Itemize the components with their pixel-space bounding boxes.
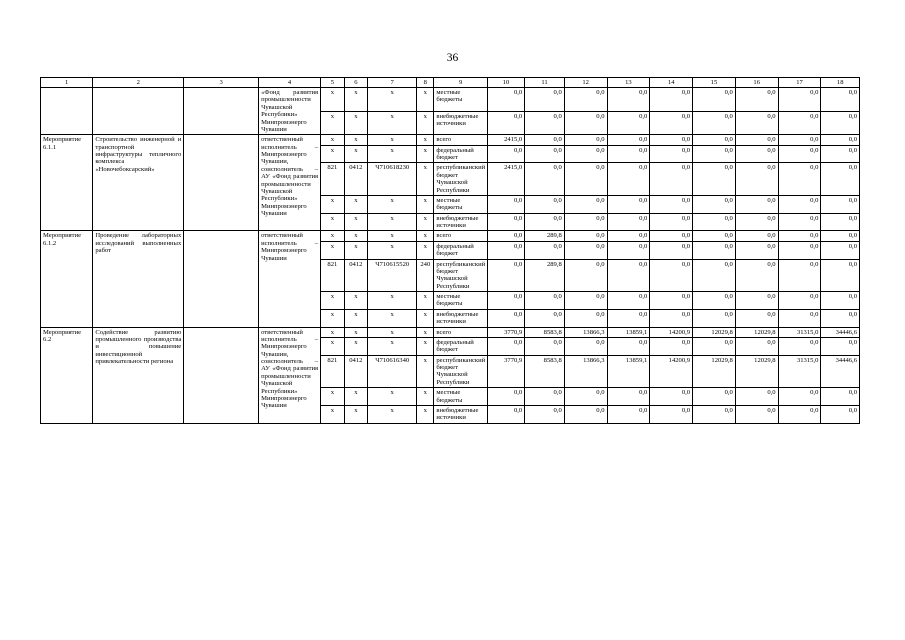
year-value-cell: 0,0 bbox=[735, 309, 778, 327]
column-number-18: 18 bbox=[821, 78, 860, 88]
section-code-cell: х bbox=[344, 327, 368, 337]
year-value-cell: 0,0 bbox=[525, 241, 565, 259]
year-value-cell: 13866,3 bbox=[564, 355, 607, 388]
column-number-11: 11 bbox=[525, 78, 565, 88]
year-value-cell: 0,0 bbox=[693, 337, 736, 355]
year-value-cell: 2415,0 bbox=[487, 163, 524, 196]
measure-name-cell: Строительство инженерной и транспортной инфраструктуры тепличного комплекса «Новочебоксарский» bbox=[93, 135, 184, 231]
section-code-cell: 0412 bbox=[344, 355, 368, 388]
year-value-cell: 289,8 bbox=[525, 231, 565, 241]
year-value-cell: 0,0 bbox=[607, 309, 650, 327]
year-value-cell: 0,0 bbox=[525, 405, 565, 423]
year-value-cell: 0,0 bbox=[735, 231, 778, 241]
year-value-cell: 14200,9 bbox=[650, 355, 693, 388]
funding-source-cell: федеральный бюджет bbox=[434, 145, 487, 163]
year-value-cell: 0,0 bbox=[487, 145, 524, 163]
year-value-cell: 0,0 bbox=[525, 163, 565, 196]
year-value-cell: 0,0 bbox=[693, 111, 736, 135]
year-value-cell: 0,0 bbox=[778, 163, 821, 196]
year-value-cell: 0,0 bbox=[821, 337, 860, 355]
expense-type-cell: х bbox=[417, 337, 434, 355]
year-value-cell: 0,0 bbox=[650, 388, 693, 406]
executor-cell: «Фонд развития промышленности Чувашской Республики» Минпромэнерго Чувашии bbox=[259, 88, 321, 135]
year-value-cell: 0,0 bbox=[693, 195, 736, 213]
measure-name-cell bbox=[93, 88, 184, 135]
funding-source-cell: местные бюджеты bbox=[434, 195, 487, 213]
funding-source-cell: федеральный бюджет bbox=[434, 241, 487, 259]
year-value-cell: 0,0 bbox=[693, 241, 736, 259]
year-value-cell: 0,0 bbox=[735, 241, 778, 259]
year-value-cell: 0,0 bbox=[693, 309, 736, 327]
year-value-cell: 0,0 bbox=[564, 388, 607, 406]
column-number-1: 1 bbox=[41, 78, 93, 88]
participant-cell bbox=[184, 135, 259, 231]
funding-source-cell: всего bbox=[434, 135, 487, 145]
column-number-16: 16 bbox=[735, 78, 778, 88]
year-value-cell: 0,0 bbox=[564, 163, 607, 196]
year-value-cell: 8583,8 bbox=[525, 327, 565, 337]
target-article-cell: Ч710615520 bbox=[368, 259, 417, 292]
year-value-cell: 0,0 bbox=[693, 231, 736, 241]
year-value-cell: 0,0 bbox=[735, 292, 778, 310]
section-code-cell: х bbox=[344, 135, 368, 145]
year-value-cell: 0,0 bbox=[607, 145, 650, 163]
year-value-cell: 0,0 bbox=[564, 292, 607, 310]
year-value-cell: 0,0 bbox=[778, 145, 821, 163]
section-code-cell: х bbox=[344, 231, 368, 241]
target-article-cell: Ч710616340 bbox=[368, 355, 417, 388]
expense-type-cell: х bbox=[417, 213, 434, 231]
expense-type-cell: х bbox=[417, 231, 434, 241]
target-article-cell: х bbox=[368, 111, 417, 135]
grbs-code-cell: х bbox=[321, 195, 345, 213]
year-value-cell: 0,0 bbox=[778, 195, 821, 213]
funding-source-cell: местные бюджеты bbox=[434, 292, 487, 310]
year-value-cell: 0,0 bbox=[607, 88, 650, 112]
section-code-cell: х bbox=[344, 388, 368, 406]
year-value-cell: 0,0 bbox=[693, 88, 736, 112]
year-value-cell: 0,0 bbox=[525, 88, 565, 112]
section-code-cell: х bbox=[344, 405, 368, 423]
column-number-6: 6 bbox=[344, 78, 368, 88]
year-value-cell: 0,0 bbox=[693, 292, 736, 310]
year-value-cell: 13859,1 bbox=[607, 355, 650, 388]
year-value-cell: 0,0 bbox=[821, 213, 860, 231]
section-code-cell: х bbox=[344, 213, 368, 231]
target-article-cell: х bbox=[368, 388, 417, 406]
target-article-cell: х bbox=[368, 135, 417, 145]
year-value-cell: 0,0 bbox=[650, 88, 693, 112]
expense-type-cell: х bbox=[417, 327, 434, 337]
year-value-cell: 0,0 bbox=[778, 88, 821, 112]
year-value-cell: 31315,0 bbox=[778, 327, 821, 337]
year-value-cell: 0,0 bbox=[650, 163, 693, 196]
year-value-cell: 34446,6 bbox=[821, 327, 860, 337]
funding-source-cell: республиканский бюджет Чувашской Республики bbox=[434, 355, 487, 388]
year-value-cell: 0,0 bbox=[607, 163, 650, 196]
year-value-cell: 12029,8 bbox=[735, 355, 778, 388]
column-number-2: 2 bbox=[93, 78, 184, 88]
funding-source-cell: республиканский бюджет Чувашской Республики bbox=[434, 163, 487, 196]
year-value-cell: 0,0 bbox=[564, 145, 607, 163]
target-article-cell: х bbox=[368, 405, 417, 423]
grbs-code-cell: х bbox=[321, 241, 345, 259]
section-code-cell: х bbox=[344, 88, 368, 112]
participant-cell bbox=[184, 88, 259, 135]
funding-source-cell: внебюджетные источники bbox=[434, 213, 487, 231]
year-value-cell: 0,0 bbox=[693, 405, 736, 423]
year-value-cell: 0,0 bbox=[650, 292, 693, 310]
year-value-cell: 0,0 bbox=[564, 309, 607, 327]
year-value-cell: 0,0 bbox=[564, 213, 607, 231]
grbs-code-cell: 821 bbox=[321, 355, 345, 388]
year-value-cell: 0,0 bbox=[607, 195, 650, 213]
participant-cell bbox=[184, 231, 259, 327]
grbs-code-cell: х bbox=[321, 231, 345, 241]
grbs-code-cell: х bbox=[321, 388, 345, 406]
grbs-code-cell: х bbox=[321, 292, 345, 310]
executor-cell: ответственный исполнитель – Минпромэнерго Чувашии bbox=[259, 231, 321, 327]
target-article-cell: х bbox=[368, 213, 417, 231]
expense-type-cell: х bbox=[417, 292, 434, 310]
year-value-cell: 0,0 bbox=[735, 259, 778, 292]
table-row bbox=[41, 327, 860, 337]
budget-table bbox=[40, 77, 860, 424]
funding-source-cell: всего bbox=[434, 327, 487, 337]
year-value-cell: 0,0 bbox=[525, 195, 565, 213]
year-value-cell: 0,0 bbox=[735, 195, 778, 213]
year-value-cell: 0,0 bbox=[525, 388, 565, 406]
year-value-cell: 12029,8 bbox=[693, 327, 736, 337]
section-code-cell: х bbox=[344, 309, 368, 327]
year-value-cell: 0,0 bbox=[607, 241, 650, 259]
year-value-cell: 0,0 bbox=[821, 292, 860, 310]
table-row bbox=[41, 135, 860, 145]
year-value-cell: 0,0 bbox=[607, 259, 650, 292]
year-value-cell: 0,0 bbox=[564, 231, 607, 241]
participant-cell bbox=[184, 327, 259, 423]
year-value-cell: 8583,8 bbox=[525, 355, 565, 388]
table-row bbox=[41, 88, 860, 112]
funding-source-cell: местные бюджеты bbox=[434, 88, 487, 112]
grbs-code-cell: х bbox=[321, 145, 345, 163]
grbs-code-cell: х bbox=[321, 213, 345, 231]
year-value-cell: 0,0 bbox=[487, 195, 524, 213]
year-value-cell: 0,0 bbox=[564, 337, 607, 355]
year-value-cell: 12029,8 bbox=[693, 355, 736, 388]
year-value-cell: 0,0 bbox=[821, 145, 860, 163]
year-value-cell: 0,0 bbox=[607, 292, 650, 310]
grbs-code-cell: х bbox=[321, 309, 345, 327]
year-value-cell: 0,0 bbox=[650, 231, 693, 241]
year-value-cell: 0,0 bbox=[821, 388, 860, 406]
year-value-cell: 0,0 bbox=[487, 88, 524, 112]
year-value-cell: 0,0 bbox=[525, 213, 565, 231]
column-number-10: 10 bbox=[487, 78, 524, 88]
section-code-cell: 0412 bbox=[344, 259, 368, 292]
section-code-cell: х bbox=[344, 241, 368, 259]
year-value-cell: 0,0 bbox=[650, 195, 693, 213]
funding-source-cell: федеральный бюджет bbox=[434, 337, 487, 355]
year-value-cell: 0,0 bbox=[735, 88, 778, 112]
year-value-cell: 0,0 bbox=[487, 388, 524, 406]
year-value-cell: 0,0 bbox=[735, 111, 778, 135]
year-value-cell: 0,0 bbox=[735, 163, 778, 196]
year-value-cell: 3770,9 bbox=[487, 355, 524, 388]
expense-type-cell: х bbox=[417, 163, 434, 196]
expense-type-cell: х bbox=[417, 195, 434, 213]
year-value-cell: 0,0 bbox=[487, 292, 524, 310]
expense-type-cell: х bbox=[417, 241, 434, 259]
year-value-cell: 0,0 bbox=[693, 388, 736, 406]
expense-type-cell: х bbox=[417, 309, 434, 327]
year-value-cell: 0,0 bbox=[564, 88, 607, 112]
grbs-code-cell: 821 bbox=[321, 163, 345, 196]
year-value-cell: 0,0 bbox=[693, 163, 736, 196]
target-article-cell: х bbox=[368, 241, 417, 259]
year-value-cell: 0,0 bbox=[821, 195, 860, 213]
column-number-row bbox=[41, 78, 860, 88]
year-value-cell: 0,0 bbox=[607, 213, 650, 231]
table-body bbox=[41, 78, 860, 424]
year-value-cell: 0,0 bbox=[778, 213, 821, 231]
year-value-cell: 0,0 bbox=[607, 388, 650, 406]
year-value-cell: 0,0 bbox=[487, 241, 524, 259]
year-value-cell: 3770,9 bbox=[487, 327, 524, 337]
expense-type-cell: х bbox=[417, 111, 434, 135]
year-value-cell: 31315,0 bbox=[778, 355, 821, 388]
section-code-cell: х bbox=[344, 337, 368, 355]
funding-source-cell: внебюджетные источники bbox=[434, 111, 487, 135]
grbs-code-cell: х bbox=[321, 111, 345, 135]
year-value-cell: 0,0 bbox=[650, 241, 693, 259]
grbs-code-cell: х bbox=[321, 88, 345, 112]
year-value-cell: 289,8 bbox=[525, 259, 565, 292]
year-value-cell: 0,0 bbox=[525, 111, 565, 135]
year-value-cell: 0,0 bbox=[525, 292, 565, 310]
year-value-cell: 0,0 bbox=[650, 213, 693, 231]
expense-type-cell: х bbox=[417, 135, 434, 145]
funding-source-cell: местные бюджеты bbox=[434, 388, 487, 406]
year-value-cell: 0,0 bbox=[564, 259, 607, 292]
year-value-cell: 12029,8 bbox=[735, 327, 778, 337]
measure-name-cell: Проведение лабораторных исследований выполненных работ bbox=[93, 231, 184, 327]
year-value-cell: 0,0 bbox=[564, 241, 607, 259]
year-value-cell: 0,0 bbox=[735, 337, 778, 355]
year-value-cell: 0,0 bbox=[564, 135, 607, 145]
funding-source-cell: всего bbox=[434, 231, 487, 241]
year-value-cell: 0,0 bbox=[525, 309, 565, 327]
section-code-cell: х bbox=[344, 292, 368, 310]
year-value-cell: 0,0 bbox=[650, 135, 693, 145]
grbs-code-cell: х bbox=[321, 327, 345, 337]
expense-type-cell: х bbox=[417, 388, 434, 406]
year-value-cell: 0,0 bbox=[735, 135, 778, 145]
column-number-15: 15 bbox=[693, 78, 736, 88]
year-value-cell: 0,0 bbox=[821, 405, 860, 423]
year-value-cell: 0,0 bbox=[821, 231, 860, 241]
year-value-cell: 0,0 bbox=[778, 135, 821, 145]
section-code-cell: х bbox=[344, 111, 368, 135]
column-number-13: 13 bbox=[607, 78, 650, 88]
funding-source-cell: внебюджетные источники bbox=[434, 309, 487, 327]
year-value-cell: 0,0 bbox=[525, 337, 565, 355]
year-value-cell: 0,0 bbox=[487, 309, 524, 327]
year-value-cell: 0,0 bbox=[735, 213, 778, 231]
year-value-cell: 13859,1 bbox=[607, 327, 650, 337]
grbs-code-cell: х bbox=[321, 135, 345, 145]
page-number: 36 bbox=[446, 52, 459, 64]
year-value-cell: 0,0 bbox=[778, 337, 821, 355]
year-value-cell: 0,0 bbox=[821, 111, 860, 135]
year-value-cell: 0,0 bbox=[487, 405, 524, 423]
year-value-cell: 0,0 bbox=[778, 405, 821, 423]
year-value-cell: 2415,0 bbox=[487, 135, 524, 145]
year-value-cell: 0,0 bbox=[650, 259, 693, 292]
measure-cell: Мероприятие 6.1.2 bbox=[41, 231, 93, 327]
year-value-cell: 0,0 bbox=[650, 111, 693, 135]
year-value-cell: 0,0 bbox=[735, 405, 778, 423]
year-value-cell: 0,0 bbox=[487, 213, 524, 231]
column-number-12: 12 bbox=[564, 78, 607, 88]
year-value-cell: 0,0 bbox=[650, 309, 693, 327]
funding-source-cell: республиканский бюджет Чувашской Республики bbox=[434, 259, 487, 292]
year-value-cell: 0,0 bbox=[607, 111, 650, 135]
year-value-cell: 0,0 bbox=[564, 405, 607, 423]
year-value-cell: 0,0 bbox=[778, 388, 821, 406]
expense-type-cell: х bbox=[417, 145, 434, 163]
year-value-cell: 0,0 bbox=[564, 195, 607, 213]
measure-name-cell: Содействие развитию промышленного производства и повышение инвестиционной привлекательности региона bbox=[93, 327, 184, 423]
measure-cell: Мероприятие 6.1.1 bbox=[41, 135, 93, 231]
measure-cell bbox=[41, 88, 93, 135]
target-article-cell: х bbox=[368, 145, 417, 163]
measure-cell: Мероприятие 6.2 bbox=[41, 327, 93, 423]
funding-source-cell: внебюджетные источники bbox=[434, 405, 487, 423]
expense-type-cell: х bbox=[417, 405, 434, 423]
year-value-cell: 0,0 bbox=[693, 145, 736, 163]
year-value-cell: 14200,9 bbox=[650, 327, 693, 337]
year-value-cell: 0,0 bbox=[821, 259, 860, 292]
target-article-cell: х bbox=[368, 327, 417, 337]
year-value-cell: 0,0 bbox=[821, 135, 860, 145]
column-number-14: 14 bbox=[650, 78, 693, 88]
grbs-code-cell: х bbox=[321, 405, 345, 423]
column-number-4: 4 bbox=[259, 78, 321, 88]
year-value-cell: 0,0 bbox=[693, 259, 736, 292]
year-value-cell: 0,0 bbox=[650, 145, 693, 163]
year-value-cell: 0,0 bbox=[778, 241, 821, 259]
column-number-3: 3 bbox=[184, 78, 259, 88]
target-article-cell: х bbox=[368, 88, 417, 112]
year-value-cell: 0,0 bbox=[821, 88, 860, 112]
year-value-cell: 34446,6 bbox=[821, 355, 860, 388]
section-code-cell: х bbox=[344, 195, 368, 213]
year-value-cell: 0,0 bbox=[735, 145, 778, 163]
year-value-cell: 0,0 bbox=[778, 231, 821, 241]
year-value-cell: 0,0 bbox=[821, 241, 860, 259]
column-number-8: 8 bbox=[417, 78, 434, 88]
year-value-cell: 0,0 bbox=[525, 135, 565, 145]
column-number-7: 7 bbox=[368, 78, 417, 88]
target-article-cell: х bbox=[368, 292, 417, 310]
year-value-cell: 0,0 bbox=[564, 111, 607, 135]
year-value-cell: 0,0 bbox=[487, 231, 524, 241]
year-value-cell: 0,0 bbox=[693, 135, 736, 145]
year-value-cell: 0,0 bbox=[778, 259, 821, 292]
grbs-code-cell: 821 bbox=[321, 259, 345, 292]
year-value-cell: 0,0 bbox=[487, 259, 524, 292]
year-value-cell: 0,0 bbox=[650, 337, 693, 355]
year-value-cell: 0,0 bbox=[778, 309, 821, 327]
table-row bbox=[41, 231, 860, 241]
year-value-cell: 0,0 bbox=[778, 111, 821, 135]
target-article-cell: х bbox=[368, 337, 417, 355]
target-article-cell: х bbox=[368, 231, 417, 241]
section-code-cell: 0412 bbox=[344, 163, 368, 196]
year-value-cell: 13866,3 bbox=[564, 327, 607, 337]
year-value-cell: 0,0 bbox=[778, 292, 821, 310]
year-value-cell: 0,0 bbox=[650, 405, 693, 423]
target-article-cell: х bbox=[368, 309, 417, 327]
executor-cell: ответственный исполнитель – Минпромэнерго Чувашии, соисполнитель – АУ «Фонд развития промышленности Чувашской Республики» Минпромэнерго Чувашии bbox=[259, 135, 321, 231]
year-value-cell: 0,0 bbox=[821, 309, 860, 327]
year-value-cell: 0,0 bbox=[735, 388, 778, 406]
year-value-cell: 0,0 bbox=[607, 405, 650, 423]
expense-type-cell: х bbox=[417, 355, 434, 388]
year-value-cell: 0,0 bbox=[525, 145, 565, 163]
column-number-9: 9 bbox=[434, 78, 487, 88]
year-value-cell: 0,0 bbox=[607, 337, 650, 355]
executor-cell: ответственный исполнитель – Минпромэнерго Чувашии, соисполнитель – АУ «Фонд развития промышленности Чувашской Республики» Минпромэнерго Чувашии bbox=[259, 327, 321, 423]
year-value-cell: 0,0 bbox=[821, 163, 860, 196]
year-value-cell: 0,0 bbox=[693, 213, 736, 231]
expense-type-cell: х bbox=[417, 88, 434, 112]
year-value-cell: 0,0 bbox=[487, 111, 524, 135]
column-number-17: 17 bbox=[778, 78, 821, 88]
section-code-cell: х bbox=[344, 145, 368, 163]
grbs-code-cell: х bbox=[321, 337, 345, 355]
column-number-5: 5 bbox=[321, 78, 345, 88]
year-value-cell: 0,0 bbox=[607, 231, 650, 241]
year-value-cell: 0,0 bbox=[607, 135, 650, 145]
year-value-cell: 0,0 bbox=[487, 337, 524, 355]
target-article-cell: х bbox=[368, 195, 417, 213]
expense-type-cell: 240 bbox=[417, 259, 434, 292]
target-article-cell: Ч710618230 bbox=[368, 163, 417, 196]
